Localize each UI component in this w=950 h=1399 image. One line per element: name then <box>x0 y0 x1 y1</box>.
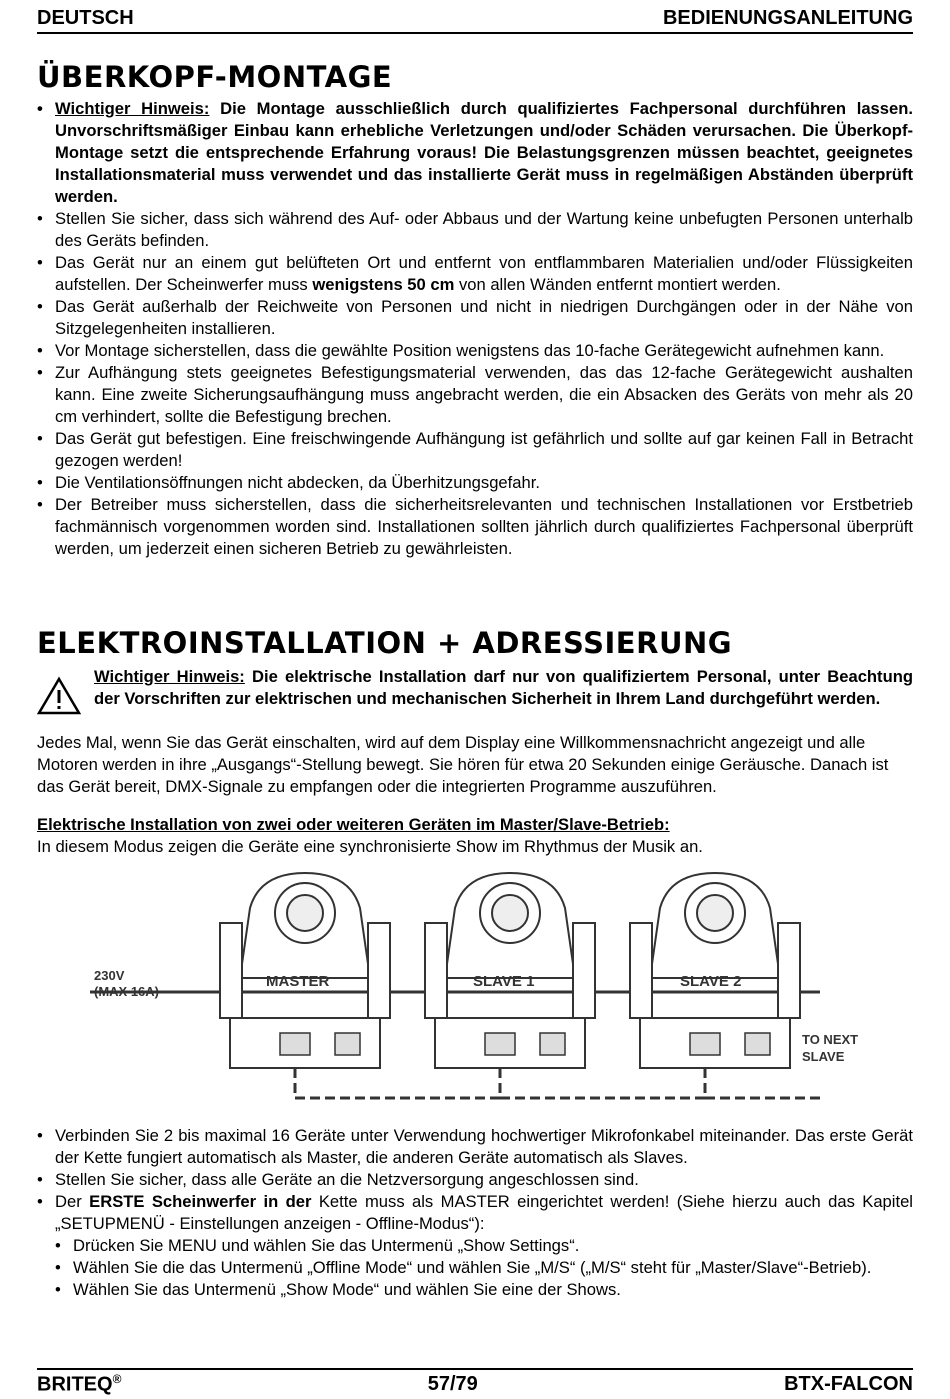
electrical-intro <box>37 732 913 798</box>
sub-list-item: • Drücken Sie MENU und wählen Sie das Untermenü „Show Settings“. <box>55 1235 913 1257</box>
sub-list-item: • Wählen Sie das Untermenü „Show Mode“ und wählen Sie eine der Shows. <box>55 1279 913 1301</box>
label-master: MASTER <box>266 973 330 990</box>
list-item: • Zur Aufhängung stets geeignetes Befestigungsmaterial verwenden, das das 12-fache Gerätegewicht aushalten kann. Eine zweite Sicherungsaufhängung muss angebracht werden, die ein Absacken des Geräts von mehr als 20 cm verhindert, sollte die Befestigung brechen. <box>37 362 913 428</box>
fixture-slave-2 <box>630 873 800 1068</box>
fixture-slave-1 <box>425 873 595 1068</box>
list-item-text: Kette muss als MASTER eingerichtet werden! (Siehe hierzu auch das Kapitel „SETUPMENÜ - Einstellungen anzeigen - Offline-Modus“): <box>55 1192 913 1233</box>
power-label-2: (MAX 16A) <box>94 984 160 999</box>
list-item-bold: wenigstens 50 cm <box>312 275 455 294</box>
sub-list-item: • Wählen Sie die das Untermenü „Offline Mode“ und wählen Sie „M/S“ („M/S“ steht für „Master/Slave“-Betrieb). <box>55 1257 913 1279</box>
list-item: • Der Betreiber muss sicherstellen, dass die sicherheitsrelevanten und technischen Installationen vor Erstbetrieb fachmännisch vorgenommen worden sind. Installationen sollten jährlich durch qualifiziertes Fachpersonal überprüft werden, um jederzeit einen sicheren Betrieb zu gewährleisten. <box>37 494 913 560</box>
list-item: • Das Gerät außerhalb der Reichweite von Personen und nicht in niedrigen Durchgängen oder in der Nähe von Sitzgelegenheiten installieren. <box>37 296 913 340</box>
page-header <box>37 2 913 34</box>
label-slave-1: SLAVE 1 <box>473 973 535 990</box>
footer-brand <box>37 1372 121 1397</box>
overhead-list <box>37 98 913 560</box>
next-slave-label-1: TO NEXT <box>802 1032 859 1047</box>
footer-model: BTX-FALCON <box>784 1373 913 1395</box>
power-label-1: 230V <box>94 968 125 983</box>
section-title-overhead: ÜBERKOPF-MONTAGE <box>37 60 393 94</box>
list-item: • Vor Montage sicherstellen, dass die gewählte Position wenigstens das 10-fache Gerätegewicht aufnehmen kann. <box>37 340 913 362</box>
sub-list <box>55 1235 913 1301</box>
important-note-label: Wichtiger Hinweis: <box>55 99 210 118</box>
master-slave-intro <box>37 814 913 858</box>
list-item <box>37 98 913 208</box>
warning-text <box>94 666 913 710</box>
list-item-text: Das Gerät nur an einem gut belüfteten Ort und entfernt von entflammbaren Materialien und/oder Flüssigkeiten aufstellen. Der Scheinwerfer muss <box>55 253 913 294</box>
list-item-bold: ERSTE Scheinwerfer in der <box>89 1192 312 1211</box>
master-slave-diagram <box>80 868 859 1108</box>
section-title-electrical: ELEKTROINSTALLATION + ADRESSIERUNG <box>37 626 733 660</box>
subintro-paragraph: In diesem Modus zeigen die Geräte eine synchronisierte Show im Rhythmus der Musik an. <box>37 837 703 856</box>
important-note-label: Wichtiger Hinweis: <box>94 667 245 686</box>
warning-body: Die elektrische Installation darf nur von qualifiziertem Personal, unter Beachtung der Vorschriften zur elektrischen und mechanischen Sicherheit in Ihrem Land durchgeführt werden. <box>94 667 913 708</box>
list-item: • Die Ventilationsöffnungen nicht abdecken, da Überhitzungsgefahr. <box>37 472 913 494</box>
brand-name: BRITEQ <box>37 1373 113 1396</box>
dmx-cable-line <box>295 1068 822 1098</box>
list-item-text: Der <box>55 1192 90 1211</box>
list-item <box>37 1191 913 1301</box>
page-number: 57/79 <box>427 1373 478 1395</box>
page-footer <box>37 1368 913 1399</box>
list-item-text: Die Montage ausschließlich durch qualifiziertes Fachpersonal durchführen lassen. Unvorschriftsmäßiger Einbau kann erhebliche Verletzungen und/oder Schäden verursachen. Die Überkopf-Montage setzt die entsprechende Erfahrung voraus! Die Belastungsgrenzen müssen beachtet, geeignetes Installationsmaterial muss verwendet und das installierte Gerät muss in regelmäßigen Abständen überprüft werden. <box>55 99 913 206</box>
warning-block <box>37 666 913 710</box>
intro-paragraph: Jedes Mal, wenn Sie das Gerät einschalten, wird auf dem Display eine Willkommensnachricht angezeigt und alle Motoren werden in ihre „Ausgangs“-Stellung bewegt. Sie hören für etwa 20 Sekunden einige Geräusche. Danach ist das Gerät bereit, DMX-Signale zu empfangen oder die integrierten Programme auszuführen. <box>37 733 889 796</box>
list-item: • Verbinden Sie 2 bis maximal 16 Geräte unter Verwendung hochwertiger Mikrofonkabel miteinander. Das erste Gerät der Kette fungiert automatisch als Master, die anderen Geräte automatisch als Slaves. <box>37 1125 913 1169</box>
header-language: DEUTSCH <box>37 7 134 29</box>
list-item: • Das Gerät gut befestigen. Eine freischwingende Aufhängung ist gefährlich und sollte auf gar keinen Fall in Betracht gezogen werden! <box>37 428 913 472</box>
list-item: • Stellen Sie sicher, dass alle Geräte an die Netzversorgung angeschlossen sind. <box>37 1169 913 1191</box>
list-item-text: von allen Wänden entfernt montiert werden. <box>454 275 781 294</box>
subheading-master-slave: Elektrische Installation von zwei oder weiteren Geräten im Master/Slave-Betrieb: <box>37 815 670 834</box>
list-item: • Stellen Sie sicher, dass sich während des Auf- oder Abbaus und der Wartung keine unbefugten Personen unterhalb des Geräts befinden. <box>37 208 913 252</box>
registered-mark: ® <box>112 1372 122 1387</box>
master-slave-steps <box>37 1125 913 1301</box>
header-doc-type: BEDIENUNGSANLEITUNG <box>662 7 913 29</box>
label-slave-2: SLAVE 2 <box>680 973 742 990</box>
warning-triangle-icon <box>37 676 81 716</box>
next-slave-label-2: SLAVE <box>802 1049 845 1064</box>
list-item <box>37 252 913 296</box>
fixture-master <box>220 873 390 1068</box>
